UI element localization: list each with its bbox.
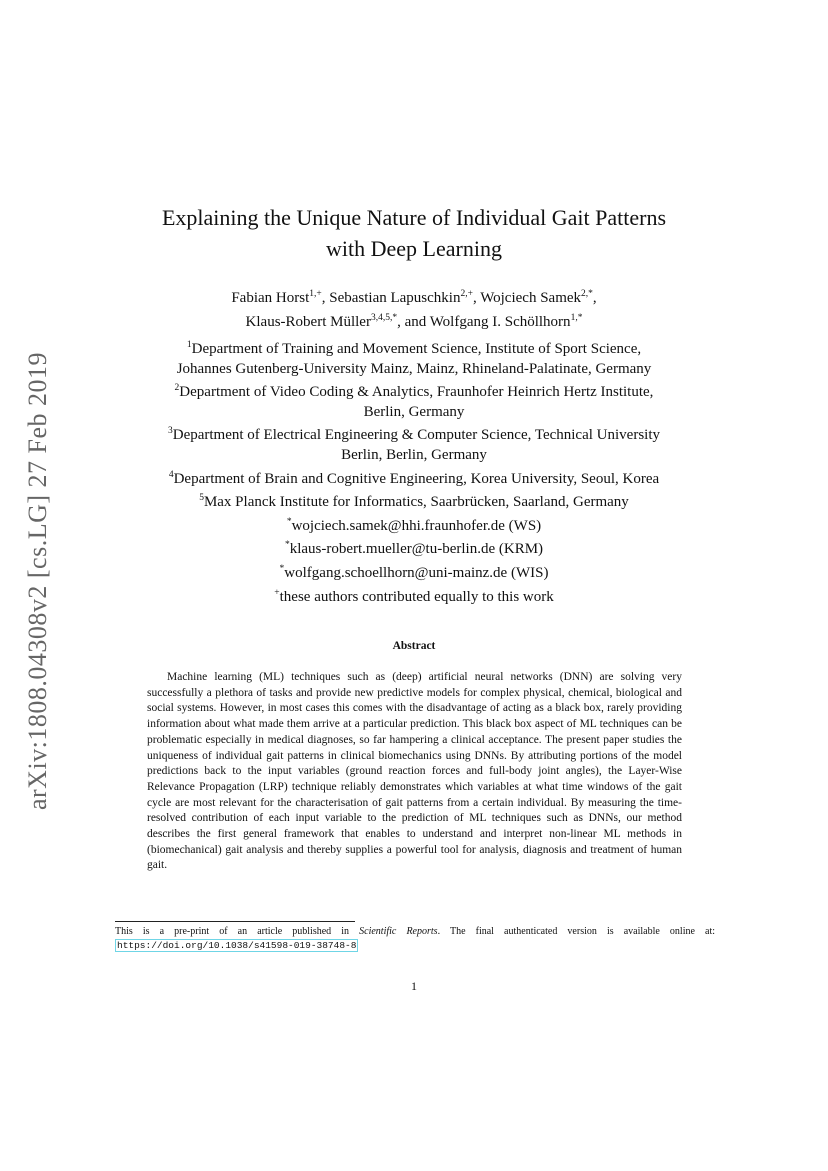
author-affiliation-marker: 1,* <box>570 313 583 323</box>
affiliation-3: $^3$Department of Electrical Engineering & Computer Science, Technical University <box>167 426 660 444</box>
email-krm: *klaus-robert.mueller@tu-berlin.de (KRM) <box>284 540 544 558</box>
affiliation-4: $^4$Department of Brain and Cognitive Engineering, Korea University, Seoul, Korea <box>168 469 660 487</box>
footnote-rule <box>115 921 355 922</box>
arxiv-identifier: arXiv:1808.04308v2 [cs.LG] 27 Feb 2019 <box>23 351 52 811</box>
author-name: Wojciech Samek <box>480 290 582 306</box>
footnote: This is a pre-print of an article published in Scientific Reports. The final authenticated version is available online at: https://doi.org/10.1038/s41598-019-38748-8 <box>115 926 715 951</box>
email-ws: *wojciech.samek@hhi.fraunhofer.de (WS) <box>286 516 542 534</box>
author-affiliation-marker: 2,* <box>581 289 593 299</box>
author-affiliation-marker: 2,+ <box>460 289 473 299</box>
affiliation-1-cont: Johannes Gutenberg-University Mainz, Mainz, Rhineland-Palatinate, Germany <box>176 360 652 377</box>
doi-link[interactable]: https://doi.org/10.1038/s41598-019-38748-8 <box>117 940 357 951</box>
title-line-1: Explaining the Unique Nature of Individual Gait Patterns <box>161 205 667 230</box>
affiliation-5: $^5$Max Planck Institute for Informatics, Saarbrücken, Saarland, Germany <box>199 493 629 511</box>
title-line-2: with Deep Learning <box>326 236 502 261</box>
author-affiliation-marker: 3,4,5,* <box>370 313 398 323</box>
affiliation-3-cont: Berlin, Berlin, Germany <box>341 446 487 463</box>
affiliation-2: $^2$Department of Video Coding & Analytics, Fraunhofer Heinrich Hertz Institute, <box>174 383 654 401</box>
equal-contribution-note: +these authors contributed equally to this work <box>274 587 554 605</box>
affiliation-2-cont: Berlin, Germany <box>363 403 465 420</box>
paper-title <box>110 202 718 264</box>
journal-name: Scientific Reports <box>359 926 438 937</box>
affiliation-list <box>100 336 728 607</box>
author-name: Wolfgang I. Schöllhorn <box>429 314 571 330</box>
abstract-text: Machine learning (ML) techniques such as (deep) artificial neural networks (DNN) are solving very successfully a plethora of tasks and provide new predictive models for complex physical, chemical, biological and social systems. However, in most cases this comes with the disadvantage of acting as a black box, rarely providing information about what made them arrive at a particular prediction. This black box aspect of ML techniques can be problematic especially in medical diagnoses, so far hampering a clinical acceptance. The present paper studies the uniqueness of individual gait patterns in clinical biomechanics using DNNs. By attributing portions of the model predictions back to the input variables (ground reaction forces and full-body joint angles), the Layer-Wise Relevance Propagation (LRP) technique reliably demonstrates which variables at what time windows of the gait cycle are most relevant for the characterisation of gait patterns from a certain individual. By measuring the time-resolved contribution of each input variable to the prediction of ML techniques such as DNNs, our method describes the first general framework that enables to understand and interpret non-linear ML methods in (biomechanical) gait analysis and thereby supplies a powerful tool for analysis, diagnosis and treatment of human gait. <box>147 671 682 872</box>
author-name: Klaus-Robert Müller <box>245 314 371 330</box>
affiliation-1: $^1$Department of Training and Movement Science, Institute of Sport Science, <box>186 340 642 357</box>
author-name: Sebastian Lapuschkin <box>329 290 461 306</box>
author-affiliation-marker: 1,+ <box>309 289 322 299</box>
page-number: 1 <box>411 979 417 993</box>
email-wis: *wolfgang.schoellhorn@uni-mainz.de (WIS) <box>279 563 549 581</box>
abstract-heading: Abstract <box>392 640 436 652</box>
author-name: Fabian Horst <box>231 290 310 306</box>
author-list: Fabian Horst$^{1,+}$, Sebastian Lapuschkin$^{2,+}$, Wojciech Samek$^{2,*}$, Klaus-Robert Müller$^{3,4,5,*}$, and Wolfgang I. Schöllhorn$^{1,*}$ <box>231 289 597 330</box>
